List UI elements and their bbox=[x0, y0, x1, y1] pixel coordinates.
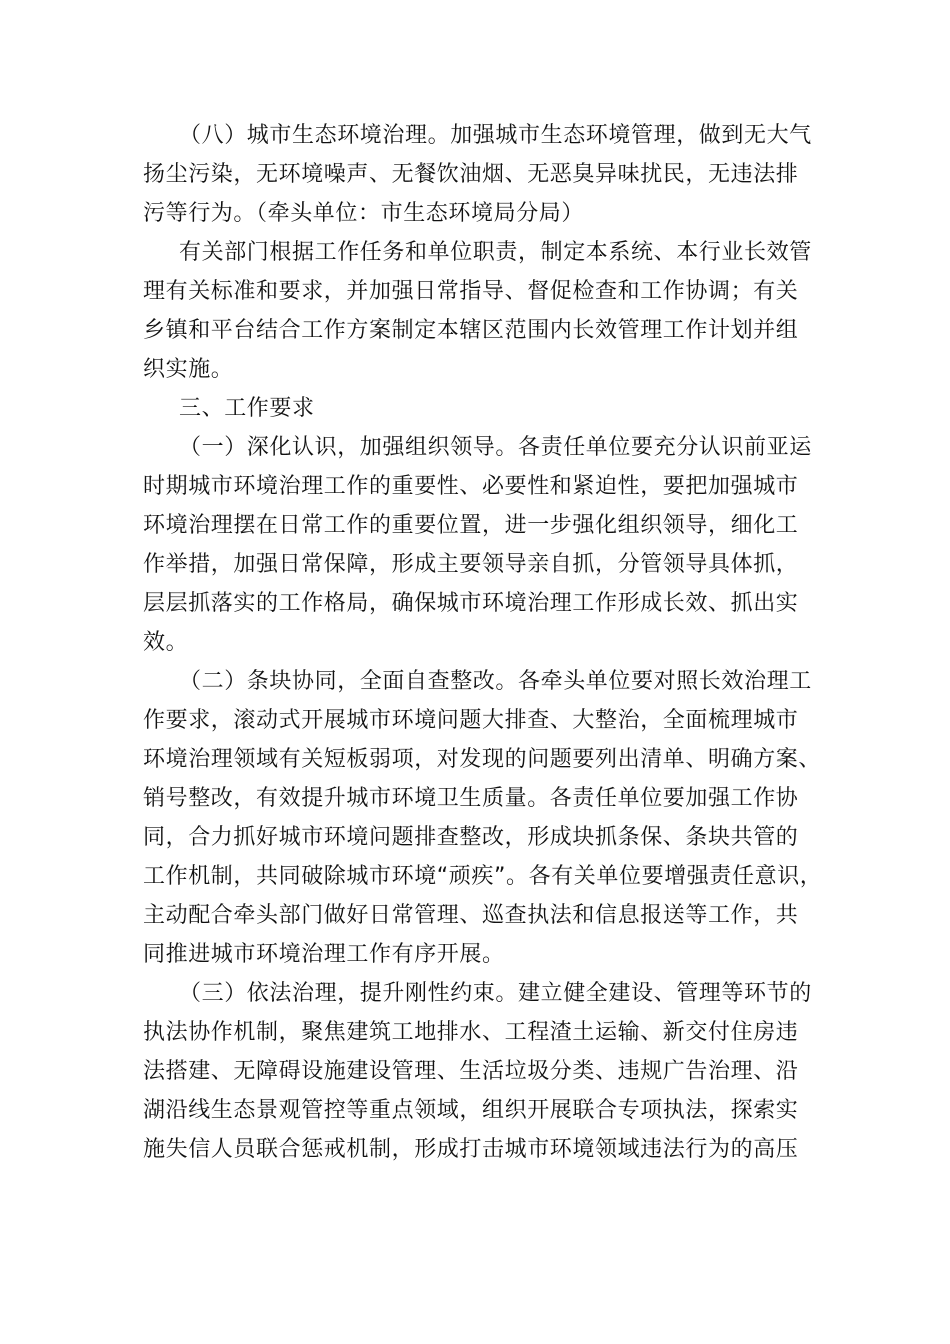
text-line: 同，合力抓好城市环境问题排查整改，形成块抓条保、条块共管的 bbox=[143, 825, 799, 850]
text-line: 时期城市环境治理工作的重要性、必要性和紧迫性，要把加强城市 bbox=[143, 474, 799, 499]
text-line: 效。 bbox=[143, 630, 189, 655]
text-line: 作要求，滚动式开展城市环境问题大排查、大整治，全面梳理城市 bbox=[143, 708, 799, 733]
document-body bbox=[143, 116, 833, 1169]
text-line: 织实施。 bbox=[143, 357, 234, 382]
text-line: 施失信人员联合惩戒机制，形成打击城市环境领域违法行为的高压 bbox=[143, 1137, 799, 1162]
text-line: （三）依法治理，提升刚性约束。建立健全建设、管理等环节的 bbox=[179, 981, 812, 1006]
text-line: （二）条块协同，全面自查整改。各牵头单位要对照长效治理工 bbox=[179, 669, 812, 694]
text-line: 法搭建、无障碍设施建设管理、生活垃圾分类、违规广告治理、沿 bbox=[143, 1059, 799, 1084]
text-line: 工作机制，共同破除城市环境“顽疾”。各有关单位要增强责任意识， bbox=[143, 864, 823, 889]
text-line: 湖沿线生态景观管控等重点领域，组织开展联合专项执法，探索实 bbox=[143, 1098, 799, 1123]
text-line: 销号整改，有效提升城市环境卫生质量。各责任单位要加强工作协 bbox=[143, 786, 799, 811]
text-line: 主动配合牵头部门做好日常管理、巡查执法和信息报送等工作，共 bbox=[143, 903, 799, 928]
text-line: 层层抓落实的工作格局，确保城市环境治理工作形成长效、抓出实 bbox=[143, 591, 799, 616]
text-line: 理有关标准和要求，并加强日常指导、督促检查和工作协调；有关 bbox=[143, 279, 799, 304]
text-line: 有关部门根据工作任务和单位职责，制定本系统、本行业长效管 bbox=[179, 240, 812, 265]
text-line: 环境治理领域有关短板弱项，对发现的问题要列出清单、明确方案、 bbox=[143, 747, 822, 772]
text-line: 执法协作机制，聚焦建筑工地排水、工程渣土运输、新交付住房违 bbox=[143, 1020, 799, 1045]
text-line: 环境治理摆在日常工作的重要位置，进一步强化组织领导，细化工 bbox=[143, 513, 799, 538]
text-line: 扬尘污染，无环境噪声、无餐饮油烟、无恶臭异味扰民，无违法排 bbox=[143, 162, 799, 187]
text-line: （一）深化认识，加强组织领导。各责任单位要充分认识前亚运 bbox=[179, 435, 812, 460]
text-line: 乡镇和平台结合工作方案制定本辖区范围内长效管理工作计划并组 bbox=[143, 318, 799, 343]
text-line: 污等行为。（牵头单位：市生态环境局分局） bbox=[143, 201, 585, 226]
text-line: 作举措，加强日常保障，形成主要领导亲自抓，分管领导具体抓， bbox=[143, 552, 799, 577]
text-line: （八）城市生态环境治理。加强城市生态环境管理，做到无大气 bbox=[179, 123, 812, 148]
text-line: 同推进城市环境治理工作有序开展。 bbox=[143, 942, 505, 967]
text-line: 三、工作要求 bbox=[179, 396, 315, 421]
